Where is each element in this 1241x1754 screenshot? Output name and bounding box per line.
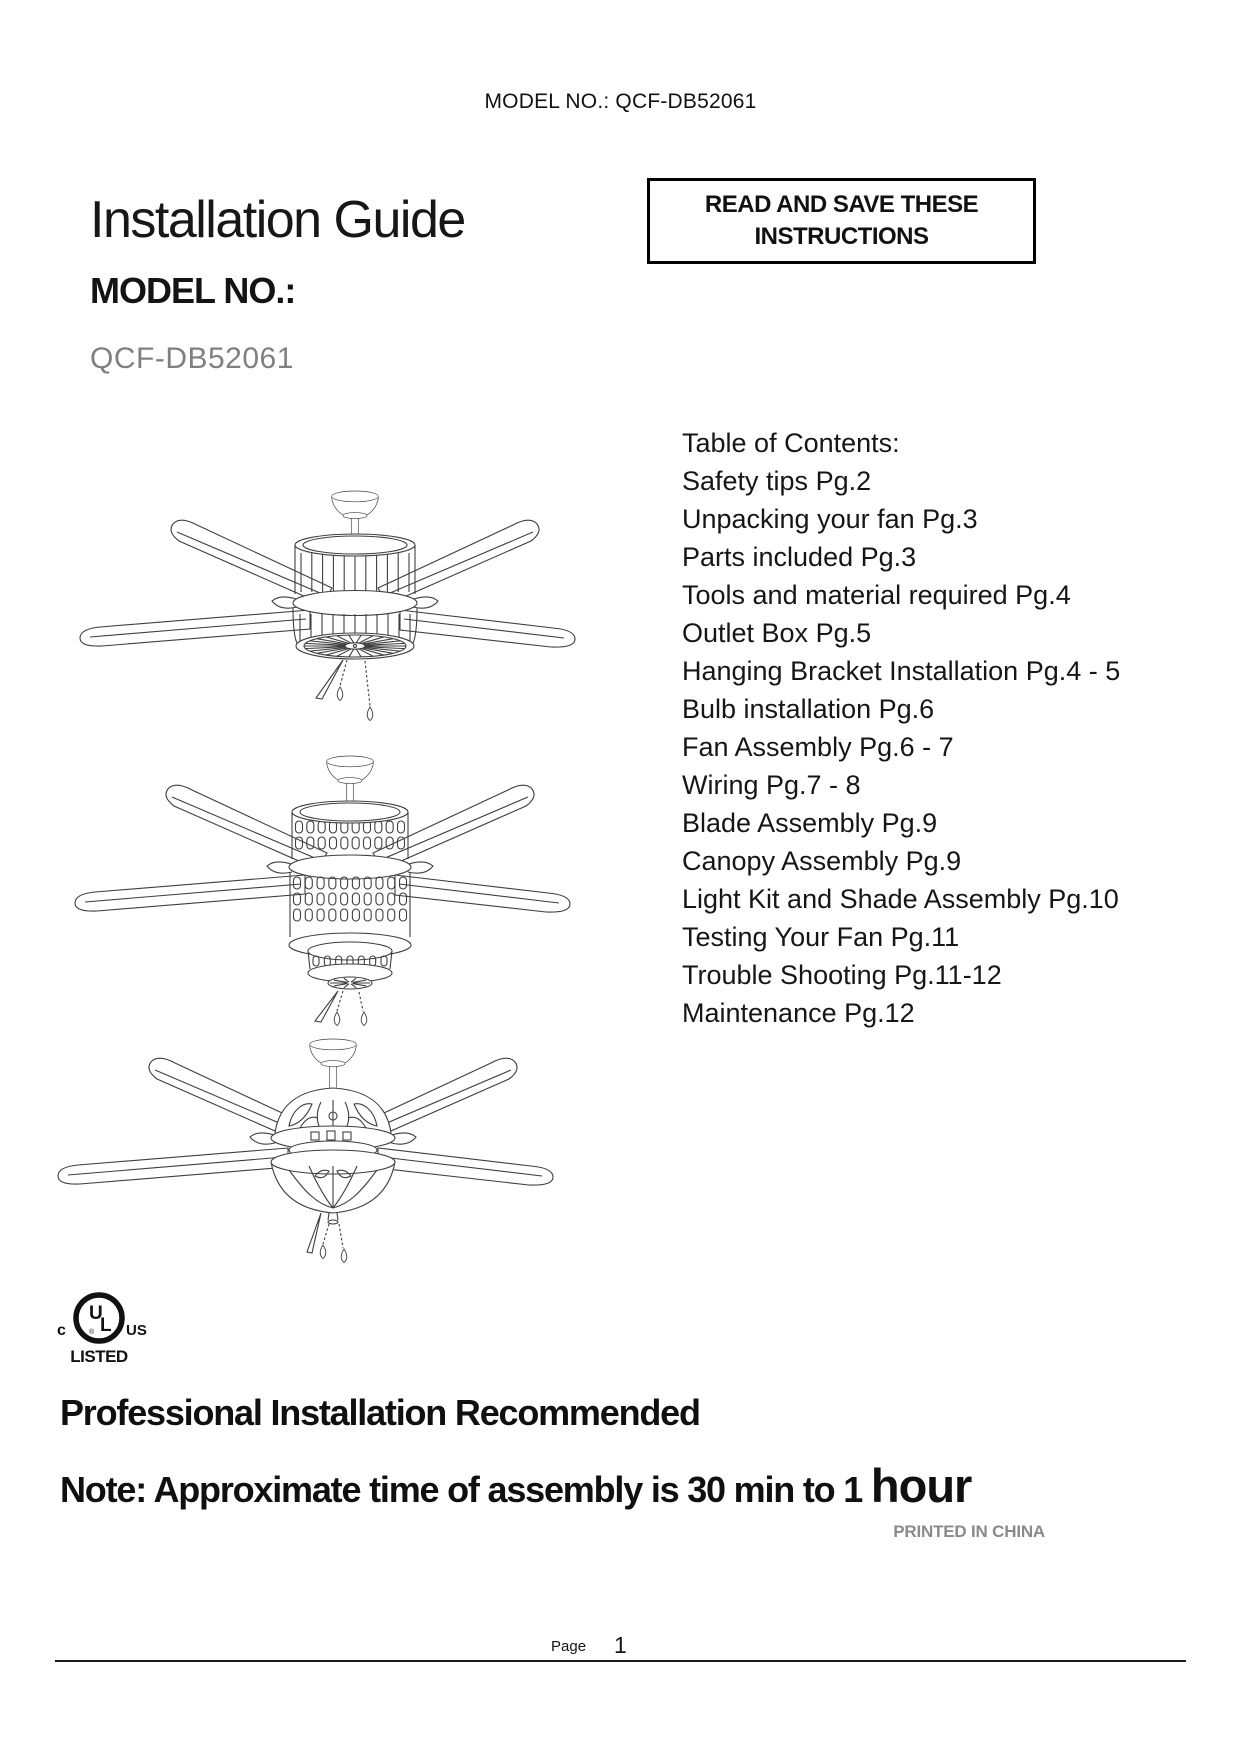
toc-item: Parts included Pg.3 — [682, 542, 917, 572]
footer-page-number: 1 — [614, 1632, 627, 1658]
page-header-model: MODEL NO.: QCF-DB52061 — [484, 90, 757, 113]
fan-illustration-bowl-light — [55, 1038, 605, 1270]
fan-illustration-beaded-drum — [65, 755, 580, 1027]
ul-c-label: c — [57, 1322, 66, 1339]
toc-item: Fan Assembly Pg.6 - 7 — [682, 732, 954, 762]
fan-illustration-striped-drum — [70, 490, 580, 735]
footer-page-label: Page — [551, 1638, 587, 1655]
ul-letter-l: L — [100, 1315, 112, 1336]
toc-item: Bulb installation Pg.6 — [682, 694, 935, 724]
table-of-contents — [682, 424, 1120, 1032]
toc-item: Maintenance Pg.12 — [682, 998, 915, 1028]
model-no-label: MODEL NO.: — [90, 270, 296, 311]
assembly-time-note-prefix: Note: Approximate time of assembly is 30 min to 1 — [60, 1469, 871, 1510]
model-number: QCF-DB52061 — [90, 342, 294, 375]
toc-item: Safety tips Pg.2 — [682, 466, 872, 496]
toc-item: Blade Assembly Pg.9 — [682, 808, 938, 838]
read-save-line1: READ AND SAVE THESE — [704, 191, 979, 218]
ul-listed-label: LISTED — [70, 1347, 128, 1366]
toc-item: Trouble Shooting Pg.11-12 — [682, 960, 1002, 990]
page-title: Installation Guide — [90, 191, 465, 249]
assembly-time-note-emphasis: hour — [870, 1459, 972, 1512]
toc-item: Testing Your Fan Pg.11 — [682, 922, 960, 952]
toc-item: Hanging Bracket Installation Pg.4 - 5 — [682, 656, 1121, 686]
ul-listed-logo — [50, 1288, 166, 1370]
professional-installation-note: Professional Installation Recommended — [60, 1392, 700, 1433]
toc-item: Light Kit and Shade Assembly Pg.10 — [682, 884, 1119, 914]
toc-heading: Table of Contents: — [682, 428, 900, 458]
toc-item: Tools and material required Pg.4 — [682, 580, 1071, 610]
printed-in-china-label: PRINTED IN CHINA — [893, 1522, 1045, 1541]
toc-item: Canopy Assembly Pg.9 — [682, 846, 962, 876]
toc-item: Unpacking your fan Pg.3 — [682, 504, 978, 534]
toc-item: Outlet Box Pg.5 — [682, 618, 872, 648]
assembly-time-note — [60, 1458, 971, 1513]
footer-rule — [55, 1660, 1186, 1662]
registered-trademark-icon: ® — [89, 1329, 95, 1336]
ul-us-label: US — [126, 1322, 147, 1339]
read-save-line2: INSTRUCTIONS — [754, 223, 929, 250]
read-save-instructions-box — [647, 178, 1036, 264]
toc-item: Wiring Pg.7 - 8 — [682, 770, 861, 800]
ul-letter-u: U — [89, 1303, 103, 1324]
